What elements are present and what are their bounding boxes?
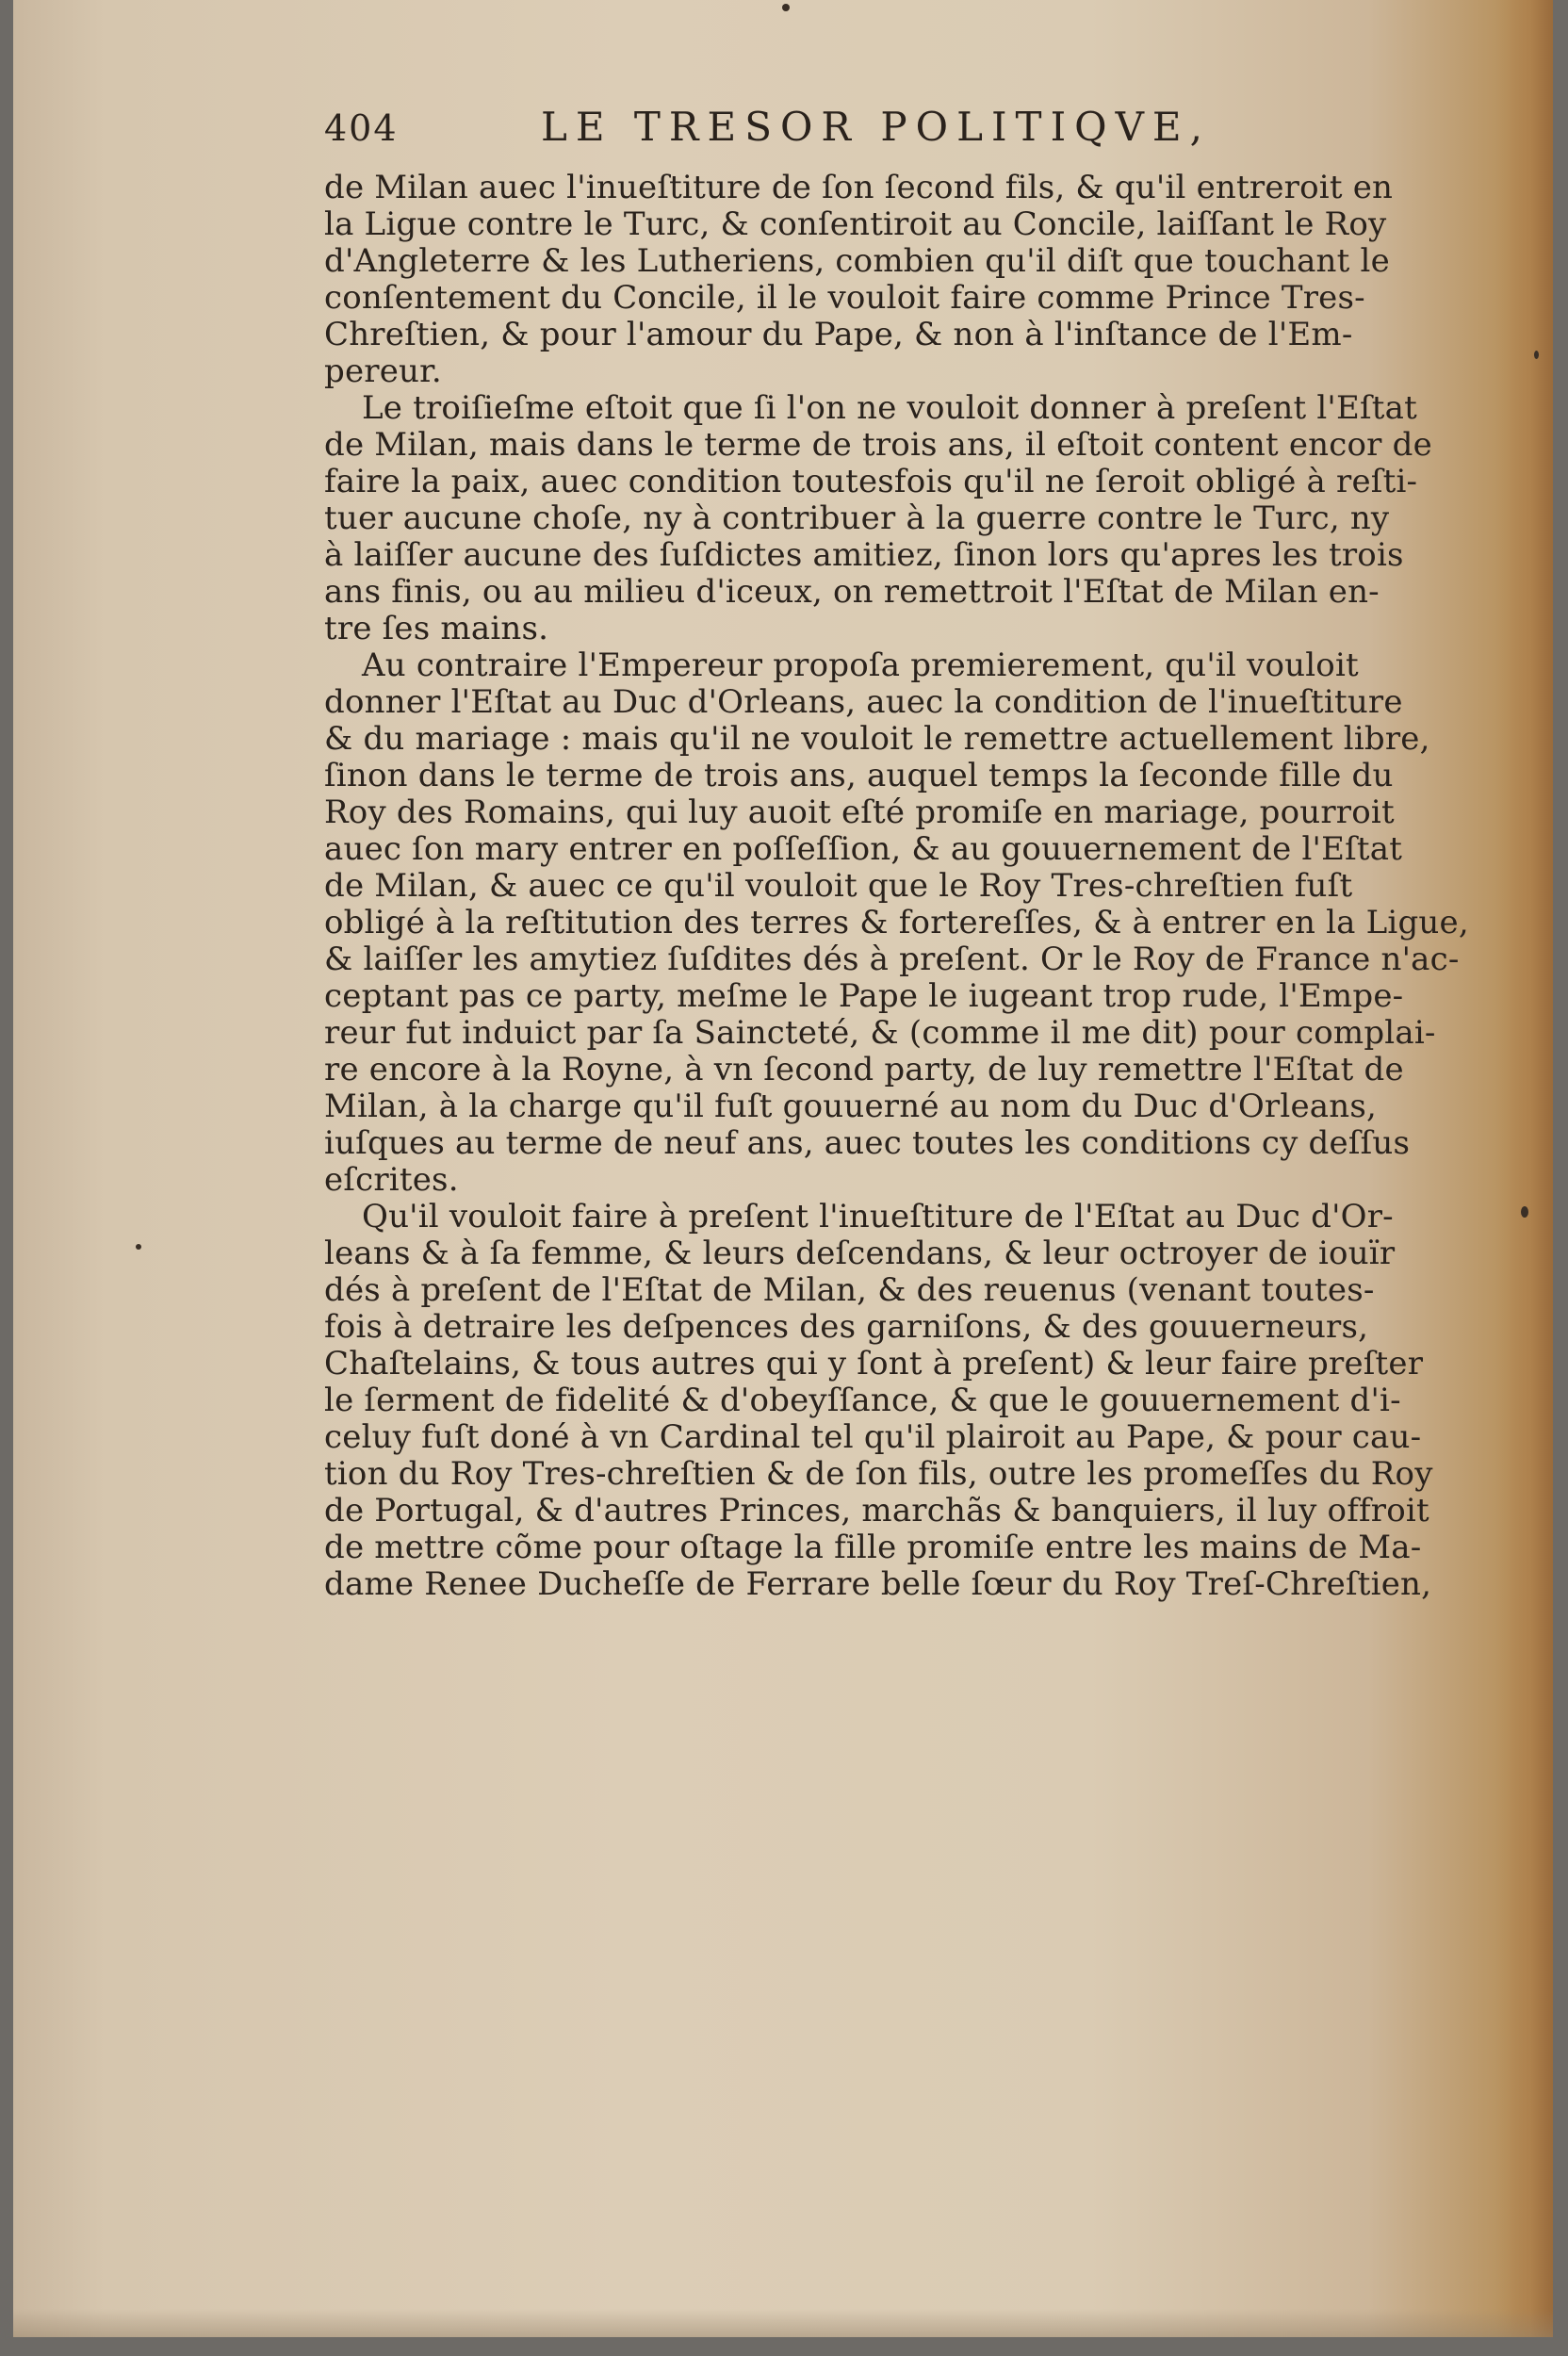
text-line: leans & à ſa femme, & leurs deſcendans, & leur octroyer de iouïr [324,1235,1396,1272]
text-line: ſinon dans le terme de trois ans, auquel temps la ſeconde fille du [324,757,1394,794]
text-line: de Milan, & auec ce qu'il vouloit que le Roy Tres-chreſtien fuſt [324,867,1353,905]
text-line: la Ligue contre le Turc, & conſentiroit au Concile, laiſſant le Roy [324,205,1387,243]
ink-speck [1521,1206,1528,1218]
book-page [13,0,1553,2337]
paragraph-start-line: Qu'il vouloit faire à preſent l'inueſtiture de l'Eſtat au Duc d'Or- [362,1198,1394,1235]
text-line: auec ſon mary entrer en poſſeſſion, & au gouuernement de l'Eſtat [324,830,1403,868]
text-line: & du mariage : mais qu'il ne vouloit le remettre actuellement libre, [324,720,1430,758]
text-line: tion du Roy Tres-chreſtien & de ſon fils, outre les promeſſes du Roy [324,1455,1433,1493]
text-line: de Milan, mais dans le terme de trois ans, il eſtoit content encor de [324,426,1432,464]
text-line: fois à detraire les deſpences des garniſons, & des gouuerneurs, [324,1308,1369,1346]
text-line: ceptant pas ce party, meſme le Pape le iugeant trop rude, l'Empe- [324,977,1404,1015]
text-line: celuy fuſt doné à vn Cardinal tel qu'il plairoit au Pape, & pour cau- [324,1418,1422,1456]
page-text [324,104,1493,1603]
text-line: d'Angleterre & les Lutheriens, combien qu'il diſt que touchant le [324,242,1390,280]
paragraph-start-line: Au contraire l'Empereur propoſa premierement, qu'il vouloit [362,646,1359,684]
page-number: 404 [324,107,399,149]
paragraph-start-line: Le troiſieſme eſtoit que ſi l'on ne vouloit donner à preſent l'Eſtat [362,389,1417,427]
text-line: Chreſtien, & pour l'amour du Pape, & non à l'inſtance de l'Em- [324,316,1353,353]
text-line: conſentement du Concile, il le vouloit faire comme Prince Tres- [324,279,1365,317]
ink-speck [782,4,790,11]
text-line: re encore à la Royne, à vn ſecond party, de luy remettre l'Eſtat de [324,1051,1404,1088]
page-bottom-shadow [13,2309,1553,2337]
ink-speck [1534,351,1539,359]
text-line: Chaſtelains, & tous autres qui y ſont à preſent) & leur faire preſter [324,1345,1424,1383]
text-line: tre ſes mains. [324,610,549,647]
text-line: Milan, à la charge qu'il fuſt gouuerné au nom du Duc d'Orleans, [324,1088,1377,1125]
text-line: de mettre cõme pour oſtage la fille promiſe entre les mains de Ma- [324,1529,1422,1566]
text-line: & laiſſer les amytiez ſuſdites dés à preſent. Or le Roy de France n'ac- [324,941,1460,978]
text-line: tuer aucune choſe, ny à contribuer à la guerre contre le Turc, ny [324,499,1390,537]
text-line: le ſerment de fidelité & d'obeyſſance, & que le gouuernement d'i- [324,1382,1401,1419]
text-line: dés à preſent de l'Eſtat de Milan, & des reuenus (venant toutes- [324,1271,1375,1309]
text-line: de Portugal, & d'autres Princes, marchãs & banquiers, il luy offroit [324,1492,1429,1530]
text-line: eſcrites. [324,1161,459,1199]
text-line: reur fut induict par ſa Saincteté, & (comme il me dit) pour complai- [324,1014,1436,1052]
text-line: faire la paix, auec condition toutesfois qu'il ne ſeroit obligé à reſti- [324,463,1418,500]
page-edge-shadow [1496,0,1553,2337]
text-line: obligé à la reſtitution des terres & fortereſſes, & à entrer en la Ligue, [324,904,1469,941]
ink-speck [136,1244,141,1250]
text-line: Roy des Romains, qui luy auoit eſté promiſe en mariage, pourroit [324,794,1395,831]
text-line: pereur. [324,352,442,390]
running-title: LE TRESOR POLITIQVE, [541,104,1211,150]
page-header [324,104,1493,170]
text-line: dame Renee Ducheſſe de Ferrare belle ſœur du Roy Treſ-Chreſtien, [324,1565,1432,1603]
text-line: donner l'Eſtat au Duc d'Orleans, auec la condition de l'inueſtiture [324,683,1403,721]
text-line: à laiſſer aucune des ſuſdictes amitiez, ſinon lors qu'apres les trois [324,536,1404,574]
text-line: ans finis, ou au milieu d'iceux, on remettroit l'Eſtat de Milan en- [324,573,1380,611]
text-line: iuſques au terme de neuf ans, auec toutes les conditions cy deſſus [324,1124,1411,1162]
text-line: de Milan auec l'inueſtiture de ſon ſecond fils, & qu'il entreroit en [324,169,1394,206]
